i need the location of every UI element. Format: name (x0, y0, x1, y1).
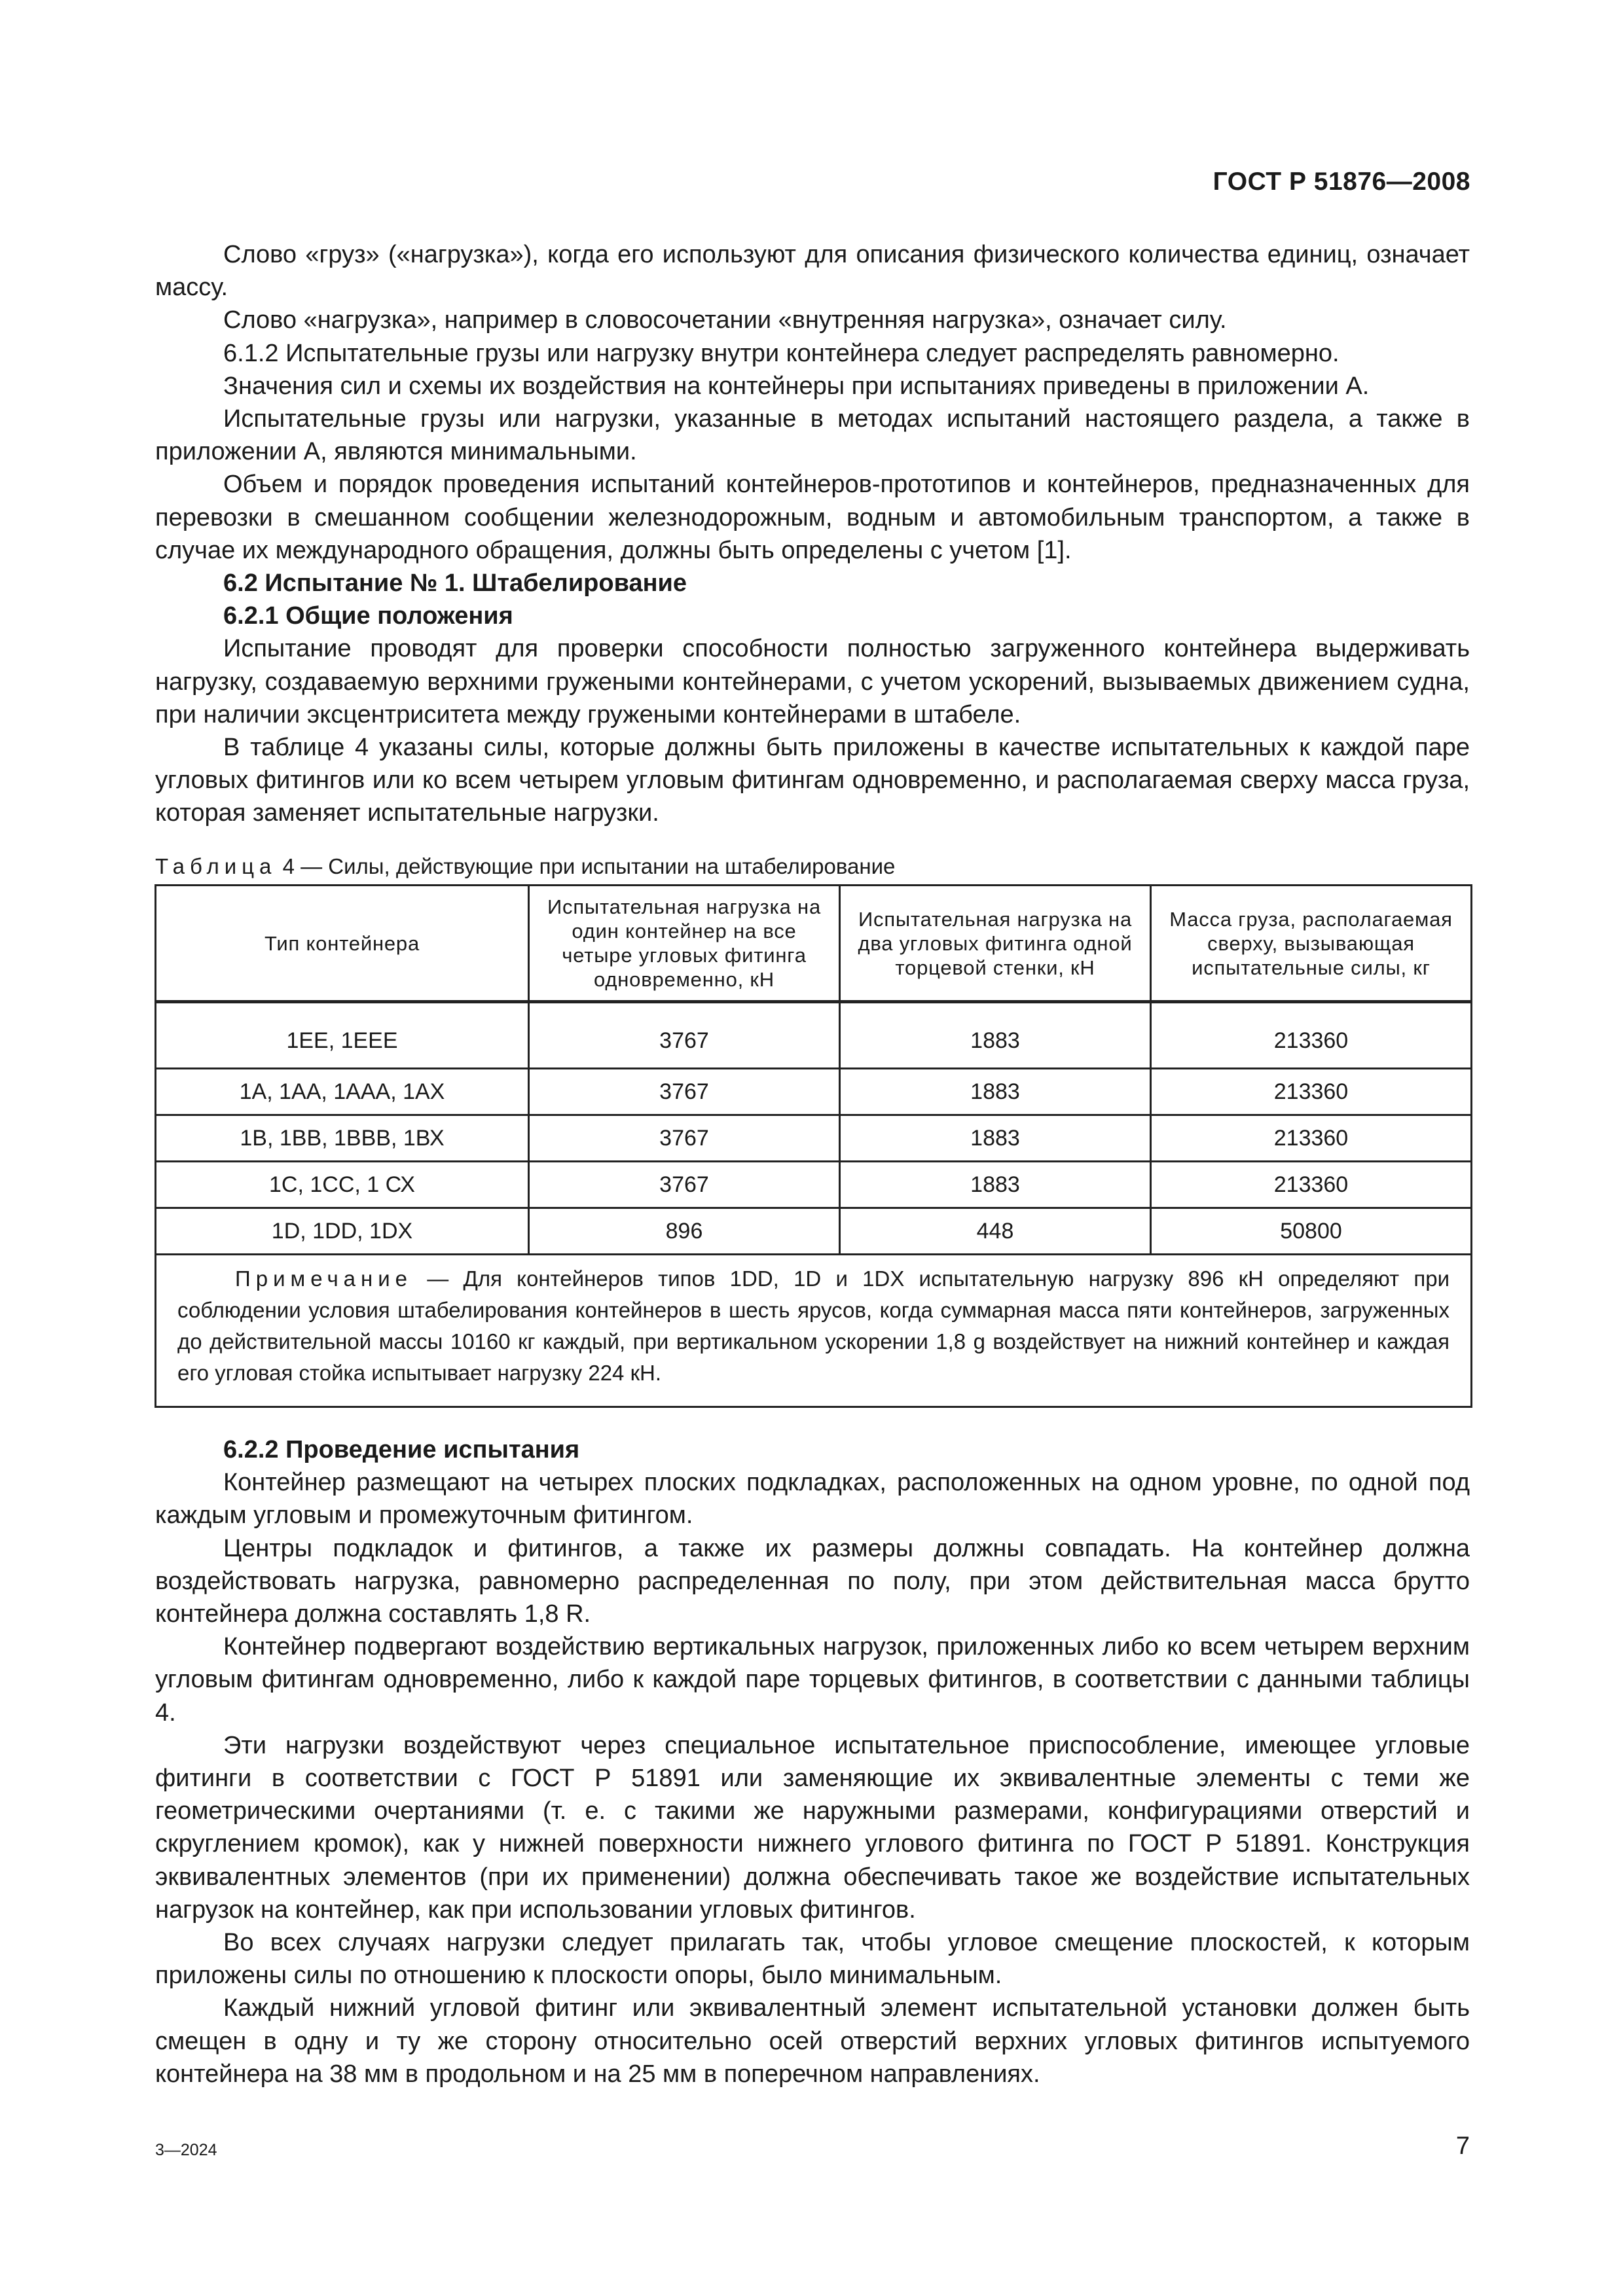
paragraph: Слово «груз» («нагрузка»), когда его используют для описания физического количества единиц, означает массу. (155, 241, 1470, 302)
page-number: 7 (1455, 2132, 1470, 2160)
table-caption-prefix: Таблица (155, 854, 277, 878)
column-header: Испытательная нагрузка на один контейнер на все четыре угловых фитинга одновременно, кН (529, 886, 840, 1002)
note-label: Примечание (235, 1266, 413, 1291)
paragraph: Испытание проводят для проверки способности полностью загруженного контейнера выдерживать нагрузку, создаваемую верхними гружеными контейнерами, с учетом ускорений, вызываемых движением судна, при наличии эксцентриситета между гружеными контейнерами в штабеле. (155, 635, 1470, 728)
paragraph: В таблице 4 указаны силы, которые должны быть приложены в качестве испытательных к каждой паре угловых фитингов или ко всем четырем угловым фитингам одновременно, и располагаемая сверху масса груза, которая заменяет испытательные нагрузки. (155, 734, 1470, 827)
table-caption (155, 853, 895, 880)
table-header-row (156, 886, 1472, 1002)
table-cell: 896 (529, 1208, 840, 1255)
subsection-heading: 6.2.1 Общие положения (223, 602, 513, 630)
table-cell: 1883 (840, 1002, 1151, 1069)
paragraph: Значения сил и схемы их воздействия на контейнеры при испытаниях приведены в приложении А. (223, 372, 1370, 400)
footer-print-code: 3—2024 (155, 2141, 217, 2159)
column-header: Тип контейнера (156, 886, 529, 1002)
paragraph: Контейнер размещают на четырех плоских подкладках, расположенных на одном уровне, по одной под каждым угловым и промежуточным фитингом. (155, 1469, 1470, 1530)
paragraph: Испытательные грузы или нагрузки, указанные в методах испытаний настоящего раздела, а также в приложении А, являются минимальными. (155, 405, 1470, 466)
table-cell: 1883 (840, 1115, 1151, 1162)
table-cell: 3767 (529, 1002, 840, 1069)
table-row (156, 1115, 1472, 1162)
table-note (156, 1255, 1472, 1407)
table-cell: 448 (840, 1208, 1151, 1255)
document-number: ГОСТ Р 51876—2008 (1213, 168, 1470, 196)
paragraph: Слово «нагрузка», например в словосочетании «внутренняя нагрузка», означает силу. (223, 306, 1227, 334)
table-cell: 213360 (1151, 1069, 1472, 1115)
paragraph: 6.1.2 Испытательные грузы или нагрузку внутри контейнера следует распределять равномерно. (223, 339, 1340, 367)
table-cell: 1D, 1DD, 1DX (156, 1208, 529, 1255)
table-row (156, 1069, 1472, 1115)
table-cell: 213360 (1151, 1162, 1472, 1208)
table-cell: 1883 (840, 1069, 1151, 1115)
table-cell: 213360 (1151, 1002, 1472, 1069)
text-block-lower (155, 1433, 1470, 2090)
column-header: Масса груза, располагаемая сверху, вызывающая испытательные силы, кг (1151, 886, 1472, 1002)
note-text: — Для контейнеров типов 1DD, 1D и 1DX испытательную нагрузку 896 кН определяют при соблюдении условия штабелирования контейнеров в шесть ярусов, когда суммарная масса пяти контейнеров, загруженных до действительной массы 10160 кг каждый, при вертикальном ускорении 1,8 g воздействует на нижний контейнер и каждая его угловая стойка испытывает нагрузку 224 кН. (177, 1266, 1450, 1385)
table-caption-text: 4 — Силы, действующие при испытании на штабелирование (282, 854, 896, 878)
table-cell: 3767 (529, 1162, 840, 1208)
section-heading: 6.2 Испытание № 1. Штабелирование (223, 569, 687, 598)
paragraph: Центры подкладок и фитингов, а также их размеры должны совпадать. На контейнер должна воздействовать нагрузка, равномерно распределенная по полу, при этом действительная масса брутто контейнера должна составлять 1,8 R. (155, 1534, 1470, 1628)
table-cell: 1883 (840, 1162, 1151, 1208)
paragraph: Во всех случаях нагрузки следует прилагать так, чтобы угловое смещение плоскостей, к которым приложены силы по отношению к плоскости опоры, было минимальным. (155, 1929, 1470, 1990)
table-row (156, 1208, 1472, 1255)
table-note-row (156, 1255, 1472, 1407)
paragraph: Контейнер подвергают воздействию вертикальных нагрузок, приложенных либо ко всем четырем верхним угловым фитингам одновременно, либо к каждой паре торцевых фитингов, в соответствии с данными таблицы 4. (155, 1633, 1470, 1727)
table-cell: 1В, 1ВВ, 1ВВВ, 1ВХ (156, 1115, 529, 1162)
table-cell: 1А, 1АА, 1ААА, 1АХ (156, 1069, 529, 1115)
paragraph: Каждый нижний угловой фитинг или эквивалентный элемент испытательной установки должен быть смещен в одну и ту же сторону относительно осей отверстий верхних угловых фитингов испытуемого контейнера на 38 мм в продольном и на 25 мм в поперечном направлениях. (155, 1994, 1470, 2088)
table-cell: 1ЕЕ, 1ЕЕЕ (156, 1002, 529, 1069)
paragraph: Объем и порядок проведения испытаний контейнеров-прототипов и контейнеров, предназначенных для перевозки в смешанном сообщении железнодорожным, водным и автомобильным транспортом, а также в случае их международного обращения, должны быть определены с учетом [1]. (155, 471, 1470, 564)
table-row (156, 1002, 1472, 1069)
table-cell: 3767 (529, 1115, 840, 1162)
table-cell: 213360 (1151, 1115, 1472, 1162)
column-header: Испытательная нагрузка на два угловых фитинга одной торцевой стенки, кН (840, 886, 1151, 1002)
text-block-upper (155, 238, 1470, 830)
table-row (156, 1162, 1472, 1208)
table-cell: 3767 (529, 1069, 840, 1115)
table-cell: 50800 (1151, 1208, 1472, 1255)
table-4 (155, 884, 1472, 1408)
subsection-heading: 6.2.2 Проведение испытания (223, 1436, 580, 1463)
table-note-paragraph (177, 1263, 1450, 1389)
table-cell: 1С, 1СС, 1 СХ (156, 1162, 529, 1208)
paragraph: Эти нагрузки воздействуют через специальное испытательное приспособление, имеющее угловые фитинги в соответствии с ГОСТ Р 51891 или заменяющие их эквивалентные элементы с теми же геометрическими очертаниями (т. е. с такими же наружными размерами, конфигурациями отверстий и скруглением кромок), как у нижней поверхности нижнего углового фитинга по ГОСТ Р 51891. Конструкция эквивалентных элементов (при их применении) должна обеспечивать такое же воздействие испытательных нагрузок на контейнер, как при использовании угловых фитингов. (155, 1731, 1470, 1924)
